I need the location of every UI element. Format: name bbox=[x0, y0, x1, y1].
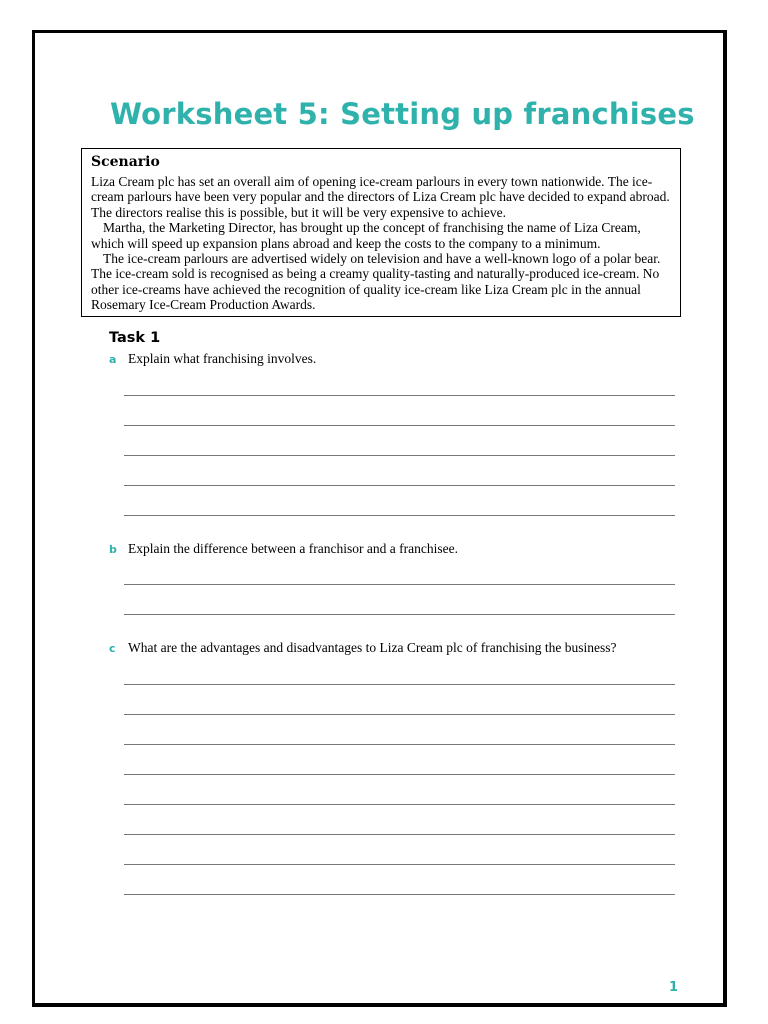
scenario-paragraph-3: The ice-cream parlours are advertised widely on television and have a well-known logo of a polar bear. The ice-cream sold is recognised as being a creamy quality-tasting and naturally-produced ice-cream. No other ice-creams have achieved the recognition of quality ice-cream like Liza Cream plc in the annual Rosemary Ice-Cream Production Awards. bbox=[91, 251, 661, 313]
answer-line-a2[interactable] bbox=[124, 425, 675, 426]
answer-line-c4[interactable] bbox=[124, 774, 675, 775]
question-a-letter: a bbox=[109, 353, 117, 366]
question-b-text: Explain the difference between a franchisor and a franchisee. bbox=[128, 541, 458, 556]
question-b bbox=[109, 541, 458, 557]
answer-line-c7[interactable] bbox=[124, 864, 675, 865]
page-number: 1 bbox=[669, 980, 679, 995]
worksheet-title: Worksheet 5: Setting up franchises bbox=[110, 97, 695, 131]
question-c-letter: c bbox=[109, 642, 116, 655]
scenario-text bbox=[91, 174, 671, 313]
question-a bbox=[109, 351, 316, 367]
answer-line-c3[interactable] bbox=[124, 744, 675, 745]
scenario-heading: Scenario bbox=[91, 154, 160, 170]
task-heading: Task 1 bbox=[109, 330, 161, 346]
answer-line-a1[interactable] bbox=[124, 395, 675, 396]
question-a-text: Explain what franchising involves. bbox=[128, 351, 317, 366]
answer-line-a3[interactable] bbox=[124, 455, 675, 456]
scenario-box bbox=[81, 148, 681, 317]
answer-line-b1[interactable] bbox=[124, 584, 675, 585]
question-b-letter: b bbox=[109, 543, 117, 556]
answer-line-b2[interactable] bbox=[124, 614, 675, 615]
answer-line-c1[interactable] bbox=[124, 684, 675, 685]
answer-line-c8[interactable] bbox=[124, 894, 675, 895]
scenario-paragraph-2: Martha, the Marketing Director, has brought up the concept of franchising the name of Liza Cream, which will speed up expansion plans abroad and keep the costs to the company to a minimum. bbox=[91, 220, 641, 251]
answer-line-c5[interactable] bbox=[124, 804, 675, 805]
answer-line-c2[interactable] bbox=[124, 714, 675, 715]
question-c-text: What are the advantages and disadvantages to Liza Cream plc of franchising the business? bbox=[128, 640, 617, 655]
scenario-paragraph-1: Liza Cream plc has set an overall aim of opening ice-cream parlours in every town nationwide. The ice-cream parlours have been very popular and the directors of Liza Cream plc have decided to expand abroad. The directors realise this is possible, but it will be very expensive to achieve. bbox=[91, 174, 670, 220]
answer-line-c6[interactable] bbox=[124, 834, 675, 835]
answer-line-a4[interactable] bbox=[124, 485, 675, 486]
question-c bbox=[109, 640, 616, 656]
answer-line-a5[interactable] bbox=[124, 515, 675, 516]
